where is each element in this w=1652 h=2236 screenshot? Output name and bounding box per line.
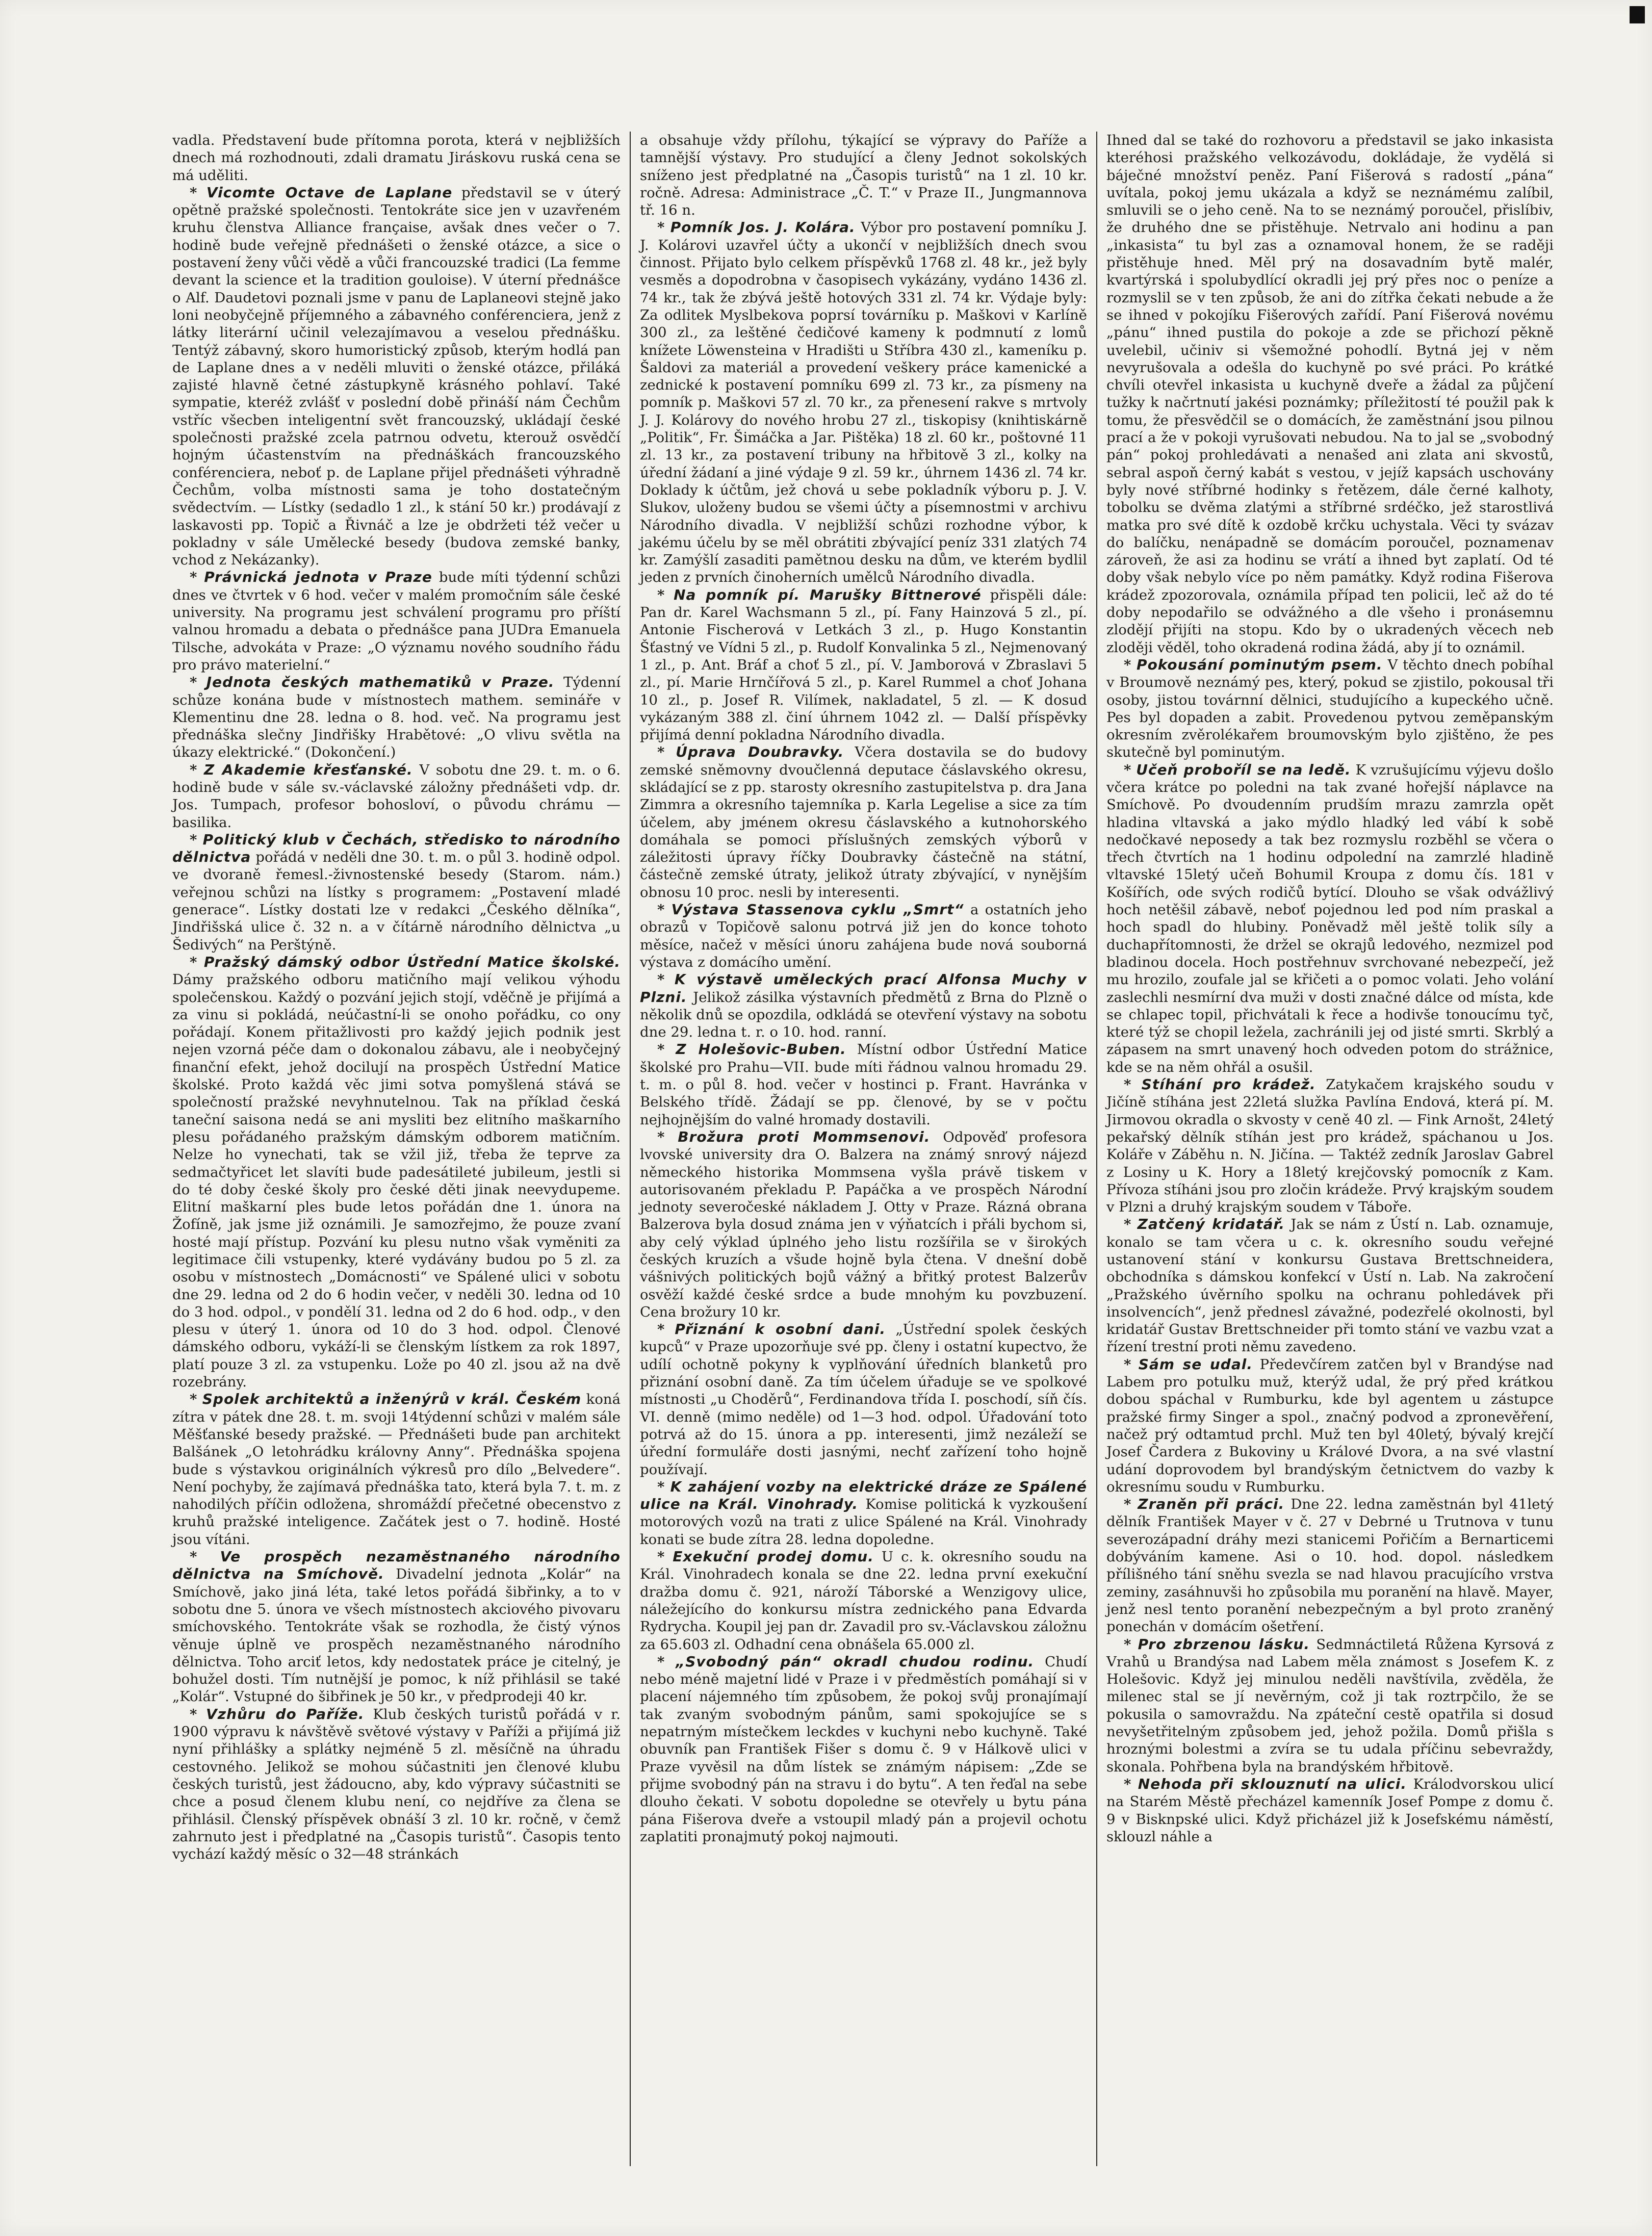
article-text: Divadelní jednota „Kolár“ na Smíchově, jako jiná léta, také letos pořádá šibřinky, a to v sobotu dne 5. února ve všech místnostech akciového pivovaru smíchovského. Tentokráte však se rozhodla, že čistý výnos věnuje úplně ve prospěch nezaměstnaného národního dělnictva. Toho arciť letos, kdy nedostatek práce je citelný, je bohužel dosti. Tím nutnější je pomoc, k níž přihlásil se také „Kolár“. Vstupné do šibřinek je 50 kr., v předprodeji 40 kr. xyxy=(172,1566,621,1705)
bullet-star: * xyxy=(190,1706,206,1723)
bullet-star: * xyxy=(657,1478,670,1495)
article-paragraph xyxy=(172,1548,621,1706)
article-text: představil se v úterý opětně pražské společnosti. Tentokráte sice jen v uzavřeném kruhu členstva Alliance française, avšak dnes večer o 7. hodině bude veřejně přednášeti o ženské otázce, a sice o postavení ženy vůči vědě a vůči francouzské tradici (La femme devant la science et la tradition gouloise). V úterní přednášce o Alf. Daudetovi poznali jsme v panu de Laplaneovi stejně jako loni neobyčejně příjemného a zábavného conférenciera, jenž z látky literární učinil velezajímavou a veselou přednášku. Tentýž zábavný, skoro humoristický způsob, kterým hodlá pan de Laplane dnes a v neděli mluviti o ženské otázce, přiláká zajisté hlavně četné zástupkyně krásného pohlaví. Také sympatie, kteréž zvlášť v poslední době přináší nám Čechům vstříc všecben inteligentní svět francouzský, ukládají české společnosti pražské zcela patrnou odvetu, kterouž osvědčí hojným účastenstvím na přednáškách francouzského conférenciera, neboť p. de Laplane přijel přednášeti výhradně Čechům, volba místnosti sama je toho dostatečným svědectvím. — Lístky (sedadlo 1 zl., k stání 50 kr.) prodávají z laskavosti pp. Topič a Řivnáč a lze je obdržeti též večer u pokladny v sále Umělecké besedy (budova zemské banky, vchod z Nekázanky). xyxy=(172,184,621,569)
article-text: Králodvorskou ulicí na Starém Městě přecházel kamenník Josef Pompe z domu č. 9 v Bisknpské ulici. Když přicházel již k Josefskému náměstí, sklouzl náhle a xyxy=(1106,1776,1554,1845)
article-text: Sedmnáctiletá Růžena Kyrsová z Vrahů u Brandýsa nad Labem měla známost s Josefem K. z Holešovic. Když jej minulou neděli navštívila, zvěděla, že milenec stal se jí nevěrným, což ji tak roztrpčilo, že se pokusila o samovraždu. Na zpáteční cestě opatřila si dosud nevyšetřitelným způsobem jed, jehož požila. Domů přišla s hroznými bolestmi a zvíra se tu udala příčinu sebevraždy, skonala. Pohřbena byla na brandýském hřbitově. xyxy=(1106,1636,1554,1775)
article-heading: K výstavě uměleckých prací Alfonsa Muchy v Plzni. xyxy=(640,971,1087,1006)
article-heading: Vicomte Octave de Laplane xyxy=(206,184,453,201)
article-paragraph xyxy=(640,1321,1087,1478)
article-text: Dámy pražského odboru matičního mají velikou výhodu společenskou. Každý o pozvání jejich stojí, vděčně je přijímá a za vinu si pokládá, neúčastní-li se onoho pořádku, co ony pořádají. Konem přitažlivosti pro každý jejich podnik jest nejen vzorná péče dam o dokonalou zábavu, ale i neobyčejný finanční efekt, jehož docilují na prospěch Ústřední Matice školské. Proto každá věc jimi sotva pomyšlená stává se společností pražské nevyhnutelnou. Tak na příklad česká taneční saisona nedá se ani mysliti bez elitního maškarního plesu pořádaného pražským dámským odborem matičním. Nelze ho vynechati, tak se vžil již, třeba že teprve za sedmačtyřicet let slavíti bude padesátileté jubileum, jestli si do té doby české školy pro české děti jinak neevydupeme. Elitní maškarní ples bude letos pořádán dne 1. února na Žofíně, jak jsme již oznámili. Je samozřejmo, že pouze zvaní hosté mají přístup. Pozvání ku plesu nutno však vyměniti za legitimace čili vstupenky, které vydávány budou po 5 zl. za osobu v místnostech „Domácnosti“ ve Spálené ulici v sobotu dne 29. ledna od 2 do 6 hodin večer, v neděli 30. ledna od 10 do 3 hod. odpol., v pondělí 31. ledna od 2 do 6 hod. odp., v den plesu v úterý 1. února od 10 do 3 hod. odpol. Členové dámského odboru, vykáží-li se členským lístkem za rok 1897, platí pouze 3 zl. za vstupenku. Lože po 40 zl. jsou až na dvě rozebrány. xyxy=(172,971,621,1391)
article-paragraph xyxy=(640,971,1087,1041)
article-text: Výbor pro postavení pomníku J. J. Kolárovi uzavřel účty a ukončí v nejbližších dnech svou činnost. Přijato bylo celkem příspěvků 1768 zl. 48 kr., jež byly vesměs a dopodrobna v časopisech vykázány, vydáno 1436 zl. 74 kr., tak že zbývá ještě hotových 331 zl. 74 kr. Výdaje byly: Za odlitek Myslbekova poprsí továrníku p. Maškovi v Karlíně 300 zl., za leštěné čedičové kameny k podmnutí z lomů knížete Löwensteina v Hradišti u Stříbra 430 zl., kameníku p. Šaldovi za materiál a provedení veškery práce kamenické a zednické k postavení pomníku 699 zl. 73 kr., za písmeny na pomník p. Maškovi 57 zl. 70 kr., za přenesení rakve s mrtvoly J. J. Kolárovy do nového hrobu 27 zl., tiskopisy (knihtiskárně „Politik“, Fr. Šimáčka a Jar. Pištěka) 18 zl. 60 kr., poštovné 11 zl. 13 kr., za postavení tribuny na hřbitově 3 zl., kolky na úřední žádaní a jiné výdaje 9 zl. 59 kr., úhrnem 1436 zl. 74 kr. Doklady k účtům, jež chová u sebe pokladník výboru p. J. V. Slukov, uloženy budou se všemi účty a písemnostmi v archivu Národního divadla. V nejbližší schůzi rozhodne výbor, k jakému účelu by se měl obrátiti zbývající peníz 331 zlatých 74 kr. Zamýšlí zasaditi pamětnou desku na dům, ve kterém bydlil jeden z prvních činoherních umělců Národního divadla. xyxy=(640,219,1087,586)
article-text: V sobotu dne 29. t. m. o 6. hodině bude v sále sv.-václavské záložny přednášeti vdp. dr. Jos. Tumpach, profesor bohosloví, o původu chrámu — basilika. xyxy=(172,761,621,831)
bullet-star: * xyxy=(657,971,675,988)
article-paragraph xyxy=(640,1653,1087,1845)
column-1 xyxy=(163,132,630,2166)
article-paragraph xyxy=(640,901,1087,971)
article-paragraph xyxy=(172,831,621,954)
article-text: Odpověď profesora lvovské university dra O. Balzera na známý snrový nájezd německého historika Mommsena vyšla právě tiskem v autorisovaném překladu P. Papáčka a ve prospěch Národní jednoty severočeské nákladem J. Otty v Praze. Rázná obrana Balzerova byla dosud známa jen v výňatcích i přáli bychom si, aby celý výklad úplného jeho listu rozšířila se v širokých českých kruzích a všude hojně byla čtena. V dnešní době vášnivých politických bojů vážný a břitký protest Balzerův osvěží každé české srdce a bude mnohým ku povzbuzení. Cena brožury 10 kr. xyxy=(640,1128,1087,1320)
article-paragraph xyxy=(640,1548,1087,1653)
article-text: Týdenní schůze konána bude v místnostech mathem. semináře v Klementinu dne 28. ledna o 8. hod. več. Na programu jest přednáška slečny Jindřišky Hrabětové: „O vlivu světla na úkazy elektrické.“ (Dokončení.) xyxy=(172,674,621,761)
article-heading: Jednota českých mathematiků v Praze. xyxy=(206,674,555,691)
article-heading: Z Akademie křesťanské. xyxy=(203,761,413,778)
bullet-star: * xyxy=(1124,1776,1138,1792)
article-paragraph xyxy=(172,569,621,674)
article-heading: Učeň proboříl se na ledě. xyxy=(1136,761,1351,778)
article-paragraph xyxy=(640,219,1087,586)
article-heading: Stíhání pro krádež. xyxy=(1141,1076,1316,1093)
article-paragraph xyxy=(1106,656,1554,761)
article-text: přispěli dále: Pan dr. Karel Wachsmann 5 zl., pí. Fany Hainzová 5 zl., pí. Antonie Fischerová v Letkách 3 zl., p. Hugo Konstantin Šťastný ve Vídni 5 zl., p. Rudolf Konvalinka 5 zl., Nejmenovaný 1 zl., p. Ant. Bráf a choť 5 zl., pí. V. Jamborová v Zbraslavi 5 zl., pí. Marie Hrnčířová 5 zl., p. Karel Rummel a choť Johana 10 zl., p. Josef R. Vilímek, nakladatel, 5 zl. — K dosud vykázaným 388 zl. činí úhrnem 1042 zl. — Další příspěvky přijímá denní pokladna Národního divadla. xyxy=(640,586,1087,743)
article-paragraph xyxy=(640,1478,1087,1548)
article-paragraph xyxy=(172,132,621,184)
bullet-star: * xyxy=(190,1391,202,1408)
article-text: vadla. Představení bude přítomna porota, která v nejbližších dnech má rozhodnouti, zdali dramatu Jiráskovu ruská cena se má uděliti. xyxy=(172,132,621,184)
article-paragraph xyxy=(1106,132,1554,656)
article-heading: Politický klub v Čechách, středisko to národního dělnictva xyxy=(172,831,621,866)
bullet-star: * xyxy=(657,902,672,918)
article-heading: Z Holešovic-Buben. xyxy=(676,1041,846,1058)
bullet-star: * xyxy=(1124,761,1137,778)
bullet-star: * xyxy=(657,219,670,236)
article-text: Ihned dal se také do rozhovoru a představil se jako inkasista kteréhosi pražského velkozávodu, dokládaje, že vydělá si báječné množství peněz. Paní Fišerová s radostí „pána“ uvítala, pokoj jemu ukázala a když se neznámému zalíbil, smluvili se o jeho ceně. Na to se neznámý poroučel, přislíbiv, že druhého dne se přistěhuje. Netrvalo ani hodinu a pan „inkasista“ tu byl zas a oznamoval honem, že se raději přistěhuje hned. Měl prý na dosavadním bytě malér, kvartýrská i spolubydlící okradli jej prý přes noc o peníze a rozmyslil se v ten způsob, že ani do zítřka čekati nebude a že se ihned v pokojíku Fišerových zařídí. Paní Fišerová novému „pánu“ ihned pustila do pokoje a zde se přichozí pěkně uvelebil, učiniv si všemožné pohodlí. Bytná jej v něm nevyrušovala a odešla do kuchyně po své práci. Po krátké chvíli otevřel inkasista u kuchyně dveře a žádal za půjčení tužky k načrtnutí jakési poznámky; příležitostí té použil pak k tomu, že přesvědčil se o domácích, že zaměstnání jsou pilnou prací a že v pokoji vyrušovati nebudou. Na to jal se „svobodný pán“ pokoj prohledávati a nenašed ani zlata ani skvostů, sebral aspoň černý kabát s vestou, v jejíž kapsách uschovány byly nové stříbrné hodinky s řetězem, dále černé kalhoty, tobolku se dvěma zlatými a stříbrné srdéčko, jež starostlivá matka pro své dítě k ozdobě krčku uchystala. Věci ty svázav do balíčku, nenápadně se domácím poroučel, poznamenav zároveň, že asi za hodinu se vrátí a ihned byt zaplatí. Od té doby však nebylo více po něm památky. Když rodina Fišerova krádež zpozorovala, oznámila případ ten policii, leč až do té doby nepodařilo se odvážného a dle všeho i pronásemnu zlodějí přijíti na stopu. Kdo by o ukradených věcech neb zloději věděl, toho okradená rodina žádá, aby jí to oznámil. xyxy=(1106,132,1554,656)
article-text: Včera dostavila se do budovy zemské sněmovny dvoučlenná deputace čáslavského okresu, skládající se z pp. starosty okresního zastupitelstva p. dra Jana Zimmra a okresního tajemníka p. Karla Legelise a sice za tím účelem, aby jménem okresu čáslavského a kutnohorského domáhala se pomoci příslušných zemských výborů v záležitosti úpravy říčky Doubravky částečně na státní, částečně zemské útraty, jelikož útraty zbývající, v nynějším obnosu 10 proc. nesli by interesenti. xyxy=(640,744,1087,901)
article-heading: Pokousání pominutým psem. xyxy=(1137,656,1383,673)
article-heading: Nehoda při sklouznutí na ulici. xyxy=(1138,1775,1407,1792)
article-text: V těchto dnech pobíhal v Broumově neznámý pes, který, pokud se zjistilo, pokousal tři osoby, jistou továrnní dělnici, studujícího a kupeckého učně. Pes byl dopaden a zabit. Provedenou pytvou zeměpanským okresním zvěrolékařem broumovským bylo zjištěno, že pes skutečně byl pominutým. xyxy=(1106,656,1554,761)
article-text: pořádá v neděli dne 30. t. m. o půl 3. hodině odpol. ve dvoraně řemesl.-živnostenské besedy (Starom. nám.) veřejnou schůzi na lístky s programem: „Postavení mladé generace“. Lístky dostati lze v redakci „Českého dělníka“, Jindřišská ulice č. 32 n. a v čítárně národního dělnictva „u Šedivých“ na Perštýně. xyxy=(172,849,621,953)
article-text: Dne 22. ledna zaměstnán byl 41letý dělník František Mayer v č. 27 v Debrné u Trutnova v tunu severozápadní dráhy mezi stanicemi Pořičím a Bernarticemi dobýváním kamene. Asi o 10. hod. dopol. následkem přílišného tání sněhu svezla se nad hlavou pracujícího vrstva zeminy, zasáhnuvši ho způsobila mu poranění na hlavě. Mayer, jenž nesl tento poranění nebezpečným a byl proto zraněný ponechán v domácím ošetření. xyxy=(1106,1496,1554,1635)
article-paragraph xyxy=(640,586,1087,744)
bullet-star: * xyxy=(657,1128,678,1145)
article-paragraph xyxy=(640,1041,1087,1128)
article-paragraph xyxy=(640,1128,1087,1321)
article-text: Klub českých turistů pořádá v r. 1900 výpravu k návštěvě světové výstavy v Paříži a přijímá již nyní přihlášky a splátky nejméně 5 zl. měsíčně na úhradu cestovného. Jelikož se mohou súčastniti jen členové klubu českých turistů, jest žádoucno, aby, kdo výpravy súčastniti se chce a posud členem klubu není, co nejdříve za člena se přihlásil. Členský příspěvek obnáší 3 zl. 10 kr. ročně, v čemž zahrnuto jest i předplatné na „Časopis turistů“. Časopis tento vychází každý měsíc o 32—48 stránkách xyxy=(172,1706,621,1863)
article-heading: Sám se udal. xyxy=(1138,1355,1253,1373)
article-text: „Ústřední spolek českých kupců“ v Praze upozorňuje své pp. členy i ostatní kupectvo, že udílí ochotně pokyny k vyplňování úředních blanketů pro přiznání osobní daně. Za tím účelem úřaduje se ve spolkové místnosti „u Choděrů“, Ferdinandova třída I. poschodí, síň čís. VI. denně (mimo neděle) od 1—3 hod. odpol. Úřadování toto potrvá až do 15. února a pp. interesenti, jimž nezáleží se úřední formuláře dosti jasnými, nechť zařízení toho hojně používají. xyxy=(640,1321,1087,1478)
bullet-star: * xyxy=(1124,1216,1138,1233)
bullet-star: * xyxy=(657,586,674,603)
article-text: Předevčírem zatčen byl v Brandýse nad Labem pro potulku muž, kterýž udal, že prý před krátkou dobou spáchal v Rumburku, kde byl agentem u zástupce pražské firmy Singer a spol., značný podvod a zpronevěření, načež prý odtamtud prchl. Muž ten byl 40letý, bývalý krejčí Josef Čardera z Bukoviny u Králové Dvora, a na své vlastní udání doprovodem byl brandýským četnictvem do vazby k okresnímu soudu v Rumburku. xyxy=(1106,1356,1554,1495)
article-heading: Zraněn při práci. xyxy=(1138,1496,1285,1513)
article-text: a ostatních jeho obrazů v Topičově salonu potrvá již jen do konce tohoto měsíce, načež v měsíci únoru zahájena bude nová souborná výstava z domácího umění. xyxy=(640,902,1087,970)
article-paragraph xyxy=(172,184,621,569)
bullet-star: * xyxy=(657,1653,676,1670)
article-heading: Brožura proti Mommsenovi. xyxy=(678,1128,931,1145)
article-text: Jelikož zásilka výstavních předmětů z Brna do Plzně o několik dnů se opozdila, odkládá se otevření výstavy na sobotu dne 29. ledna t. r. o 10. hod. ranní. xyxy=(640,989,1087,1041)
article-paragraph xyxy=(1106,1216,1554,1355)
article-heading: Přiznání k osobní dani. xyxy=(675,1321,886,1338)
article-paragraph xyxy=(172,1706,621,1863)
article-text: Komise politická k vyzkoušení motorových vozů na trati z ulice Spálené na Král. Vinohrady konati se bude zítra 28. ledna dopoledne. xyxy=(640,1496,1088,1548)
article-heading: K zahájení vozby na elektrické dráze ze Spálené ulice na Král. Vinohrady. xyxy=(640,1478,1087,1513)
article-heading: Ve prospěch nezaměstnaného národního dělnictva na Smíchově. xyxy=(172,1548,621,1583)
bullet-star: * xyxy=(657,1041,676,1058)
bullet-star: * xyxy=(657,1321,675,1338)
scan-corner-mark xyxy=(1630,6,1645,23)
bullet-star: * xyxy=(1124,1356,1139,1373)
newspaper-page xyxy=(163,132,1563,2166)
article-text: a obsahuje vždy přílohu, týkající se výpravy do Paříže a tamnější výstavy. Pro studující a členy Jednot sokolských sníženo jest předplatné na „Časopis turistů“ na 1 zl. 10 kr. ročně. Adresa: Administrace „Č. T.“ v Praze II., Jungmannova tř. 16 n. xyxy=(640,132,1087,219)
bullet-star: * xyxy=(1124,1636,1138,1653)
bullet-star: * xyxy=(657,1549,673,1565)
bullet-star: * xyxy=(1124,1496,1138,1513)
bullet-star: * xyxy=(190,184,206,201)
article-heading: Právnická jednota v Praze xyxy=(204,569,432,586)
bullet-star: * xyxy=(190,569,204,586)
article-heading: Pro zbrzenou lásku. xyxy=(1138,1635,1310,1653)
bullet-star: * xyxy=(1124,656,1137,673)
bullet-star: * xyxy=(190,674,206,691)
article-heading: Úprava Doubravky. xyxy=(676,743,844,761)
article-paragraph xyxy=(1106,1776,1554,1845)
article-heading: Pomník Jos. J. Kolára. xyxy=(670,219,856,236)
article-paragraph xyxy=(1106,1356,1554,1496)
article-text: koná zítra v pátek dne 28. t. m. svoji 14týdenní schůzi v malém sále Měšťanské besedy pražské. — Přednášeti bude pan architekt Balšánek „O letohrádku královny Anny“. Přednáška spojena bude s výstavkou originálních výkresů pro dílo „Belvedere“. Není pochyby, že zajímavá přednáška tato, která byla 7. t. m. z nahodilých příčin odložena, shromáždí přečetné obecenstvo z kruhů pražské inteligence. Začátek jest o 7. hodině. Hosté jsou vítáni. xyxy=(172,1391,621,1548)
article-text: Místní odbor Ústřední Matice školské pro Prahu—VII. bude míti řádnou valnou hromadu 29. t. m. o půl 8. hod. večer v hostinci p. Frant. Havránka v Belského třídě. Žádají se pp. členové, by se v počtu nejhojnějším do valné hromady dostavili. xyxy=(640,1041,1087,1128)
article-heading: Vzhůru do Paříže. xyxy=(206,1705,365,1723)
article-paragraph xyxy=(1106,1636,1554,1776)
article-heading: „Svobodný pán“ okradl chudou rodinu. xyxy=(676,1653,1035,1670)
article-heading: Výstava Stassenova cyklu „Smrt“ xyxy=(671,901,964,918)
article-text: Chudí nebo méně majetní lidé v Praze i v předměstích pomáhají si v placení nájemného tím způsobem, že pokoj svůj pronajímají tak zvaným svobodným pánům, sami spokojujíce se s nepatrným místečkem leckdes v kuchyni nebo kuchyně. Také obuvník pan František Fišer s domu č. 9 v Hálkově ulici v Praze vyvěsil na dům lístek se známým nápisem: „Zde se přijme svobodný pán na stravu i do bytu“. A ten řeďal na sebe dlouho čekati. V sobotu dopoledne se otevřely u bytu pána pána Fišerova dveře a vstoupil mladý pán a projevil ochotu zaplatiti pronajmutý pokoj najmouti. xyxy=(640,1653,1087,1845)
article-text: Zatykačem krajského soudu v Jičíně stíhána jest 22letá služka Pavlína Endová, která pí. M. Jirmovou okradla o skvosty v ceně 40 zl. — Fink Arnošt, 24letý pekařský dělník stíhán jest pro krádež, spáchanou u Jos. Koláře v Záběhu n. N. Jičína. — Taktéž zedník Jaroslav Gabrel z Losiny u K. Hory a 18letý krejčovský pomocník z Kam. Přívoza stíháni jsou pro zločin krádeže. Prvý krajským soudem v Plzni a druhý krajským soudem v Táboře. xyxy=(1106,1076,1554,1216)
column-3 xyxy=(1096,132,1563,2166)
article-text: Jak se nám z Ústí n. Lab. oznamuje, konalo se tam včera u c. k. okresního soudu veřejné ustanovení stání v konkursu Gustava Brettschneidera, obchodníka s dámskou konfekcí v Ústí n. Lab. Na zakročení „Pražského úvěrního spolku na ochranu pohledávek při insolvencích“, jenž přednesl závažné, podezřelé okolnosti, byl kridatář Gustav Brettschneider při tomto stání ve vazbu vzat a řízení trestní proti němu zavedeno. xyxy=(1106,1216,1554,1355)
article-paragraph xyxy=(172,674,621,761)
article-paragraph xyxy=(640,132,1087,219)
article-text: bude míti týdenní schůzi dnes ve čtvrtek v 6 hod. večer v malém promočním sále české university. Na programu jest schválení programu pro příští valnou hromadu a debata o přednášce pana JUDra Emanuela Tilsche, advokáta v Praze: „O významu nového soudního řádu pro právo materielní.“ xyxy=(172,569,621,673)
column-2 xyxy=(630,132,1096,2166)
article-paragraph xyxy=(1106,761,1554,1076)
article-heading: Na pomník pí. Marušky Bittnerové xyxy=(674,586,982,603)
article-paragraph xyxy=(640,743,1087,901)
article-text: U c. k. okresního soudu na Král. Vinohradech konala se dne 22. ledna první exekuční dražba domu č. 921, nároží Táborské a Wenzigovy ulice, náležejícího do konkursu místra zednického pana Edvarda Rydrycha. Koupil jej pan dr. Zavadil pro sv.-Václavskou záložnu za 65.603 zl. Odhadní cena obnášela 65.000 zl. xyxy=(640,1549,1087,1653)
article-paragraph xyxy=(172,761,621,831)
article-heading: Pražský dámský odbor Ústřední Matice školské. xyxy=(203,953,621,970)
article-paragraph xyxy=(172,954,621,1391)
bullet-star: * xyxy=(190,1549,220,1565)
article-heading: Exekuční prodej domu. xyxy=(673,1548,874,1565)
article-heading: Zatčený kridatář. xyxy=(1137,1216,1285,1233)
bullet-star: * xyxy=(190,954,204,970)
bullet-star: * xyxy=(190,761,204,778)
bullet-star: * xyxy=(1124,1076,1142,1093)
article-paragraph xyxy=(1106,1076,1554,1216)
bullet-star: * xyxy=(657,744,676,761)
article-paragraph xyxy=(172,1391,621,1548)
article-heading: Spolek architektů a inženýrů v král. Českém xyxy=(202,1391,582,1408)
article-paragraph xyxy=(1106,1496,1554,1635)
article-text: K vzrušujícímu výjevu došlo včera krátce po poledni na tak zvané hořejší náplavce na Smíchově. Po dvoudenním prudším mrazu zamrzla opět hladina vltavská a jako mýdlo hladký led vábí k sobě nedočkavé neposedy a tak bez rozmyslu rozběhl se včera o třech čtvrtích na 1 hodinu odpolední na zamrzlé hladině vltavské 15letý učeň Bohumil Kroupa z domu čís. 181 v Košířích, ode svých rodičů bytící. Dlouho se však odvážlivý hoch netěšil zábavě, neboť pojednou led pod ním praskal a hoch spadl do hlubiny. Poněvadž měl ještě tolik síly a duchapřítomnosti, že držel se okrajů ledového, nezmizel pod bladinou docela. Hoch postřehnuv svrchované nebezpečí, jež mu hrozilo, zoufale jal se křičeti a o pomoc volati. Jeho volání zaslechli nesmírní dva muži v dosti značné dálce od místa, kde se chlapec topil, přichvátali k řece a hodivše tonoucímu tyč, které týž se chopil ležela, zachránili jej od jisté smrti. Skrblý a zápasem na smrt unavený hoch odveden potom do strážnice, kde se na něm ohřál a osušil. xyxy=(1106,761,1554,1075)
bullet-star: * xyxy=(190,831,203,848)
